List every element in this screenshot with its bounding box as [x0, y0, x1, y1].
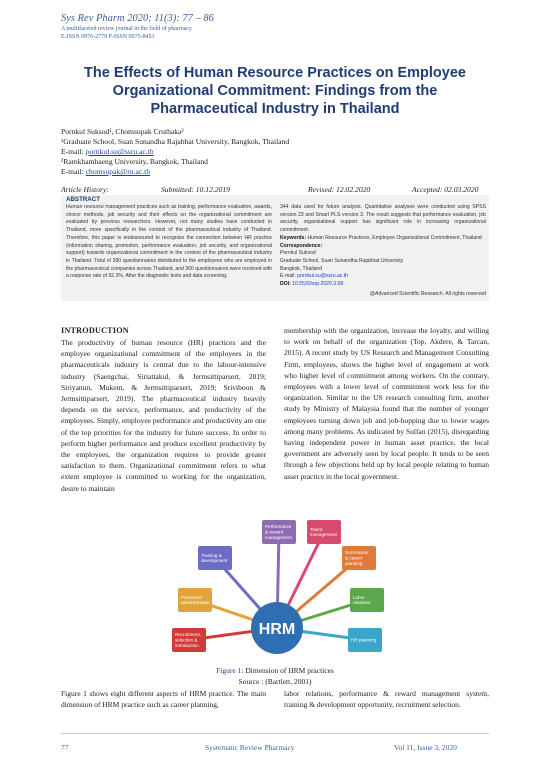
journal-issn: E-ISSN 0976-2779 P-ISSN 0975-8453 — [61, 34, 155, 40]
hrm-node-label: Labor relations — [353, 594, 371, 606]
hrm-node-label: Succession & career planning — [345, 550, 369, 566]
abstract-left-text: Human resource management practices such as training, performance evaluation, awards, choice methods, job security and their effects on the organizational commitment are evaluated by previous researchers. However, not many studies have conducted in Thailand, more specifically in the context of the pharmaceutical industry of Thailand. Therefore, this paper is endeavoured to recognize the connection between HR practice (information sharing, promotion, performance evaluation, job security, and organizational support) towards organizational commitment in the context of the pharmaceutical industry in Thailand. Total of 390 questionnaires distributed to the employees who are employed in the pharmaceutical companies across Thailand, and 360 questionnaires were received with a response rate of 92.3%. After the diagnostic tests and data screening, — [66, 204, 272, 280]
correspondence-city: Bangkok, Thailand — [280, 265, 323, 272]
footer-journal-name: Systematic Review Pharmacy — [205, 743, 295, 752]
hrm-node-label: Personnel administration — [181, 594, 210, 606]
email-label: E-mail: — [61, 147, 86, 156]
intro-right-column: membership with the organization, increase the loyalty, and willing to work on behalf of the organization (Top, Akdere, & Tarcan, 2015). A recent study by US Research and Management Consulting Firm, employees, shows the higher level of engagement at work who higher level of commitment among workers. On the contrary, employees with a lower level of commitment work less for the organization. Similar to the US research consulting firm, another study by Ministry of Malaysia found that the number of younger employees turning down job and job-hopping due to lower wages among many problems. As indicated by Sulfan (2015), disregarding having independent power in human asset practice, the local government are adversely seen by local people. It tends to be seen through a few objections held up by local people relating to human asset practice in the local government. — [284, 326, 489, 481]
history-label: Article History: — [61, 185, 109, 194]
correspondence-email-link[interactable]: pornkul.su@ssru.ac.th — [297, 273, 349, 280]
hrm-node — [262, 520, 296, 544]
hrm-node-label: Talent management — [310, 526, 337, 538]
keywords-line — [280, 235, 486, 243]
author-2-email-link[interactable]: chomsupak@ru.ac.th — [85, 167, 151, 176]
hrm-node-label: Training & development — [201, 552, 228, 564]
hrm-node — [198, 546, 232, 570]
author-list: Pornkul Suksod¹, Chomsupak Cruthaka² — [61, 127, 184, 136]
hrm-node — [178, 588, 212, 612]
hrm-node-label: Recruitment, selection & introduction — [175, 632, 202, 648]
hrm-node — [348, 628, 382, 652]
footer-divider — [61, 733, 489, 734]
hrm-center-label: HRM — [258, 621, 296, 638]
figure-caption-label: Figure 1: — [216, 666, 244, 675]
author-1-email-link[interactable]: pornkul.su@ssru.ac.th — [85, 147, 154, 156]
keywords-value: Human Resource Practices, Employee Organizational Commitment, Thailand — [306, 234, 482, 241]
hrm-node-label: Performance & reward management — [265, 524, 292, 540]
abstract-right-text: 344 data used for future analysis. Quantitative analyses were conducted using SPSS version 23 and Smart PLS version 3. The result suggests that performance evaluation, job security, organizational support has significant role in increasing organizational commitment. — [280, 204, 486, 234]
history-submitted: Submitted: 10.12.2019 — [161, 185, 230, 194]
hrm-node — [172, 628, 206, 652]
abstract-heading: ABSTRACT — [66, 196, 101, 203]
hrm-node — [307, 520, 341, 544]
figure-caption — [61, 666, 489, 675]
hrm-node — [350, 588, 384, 612]
copyright-notice: @Advanced Scientific Research. All rights reserved — [369, 291, 486, 297]
hrm-node-label: HR planning — [351, 637, 377, 643]
history-revised: Revised: 12.02.2020 — [308, 185, 371, 194]
intro-left-column: The productivity of human resource (HR) practices and the employee organizational commitment of the employees in the pharmaceuticals industry is central due to the labour-intensive industry (Saengchai, Siriattakul, & Jermsittiparsert, 2019; Siriyanun, Mukem, & Jermsittiparsert, 2019; Sriviboon & Jermsittiparsert, 2019). The pharmaceutical industry heavily depends on the service, performance, and productivity of the employees. Simply, employee performance and productivity are one of the top priorities for the industry for future success. In order to perform higher performance and produce excellent productivity by the employees, the organization requires to provide greater satisfaction to them. Organizational commitment refers to what extent employee is committed to working for the organization, desire to maintain — [61, 338, 266, 493]
figure-source: Source : (Bartlett, 2001) — [238, 677, 312, 686]
hrm-diagram — [170, 510, 385, 670]
correspondence-email-line: E-mail: pornkul.su@ssru.ac.th — [280, 273, 349, 280]
figure-caption-text: Dimension of HRM practices — [243, 666, 334, 675]
email-label: E-mail: — [61, 167, 86, 176]
after-figure-left: Figure 1 shows eight different aspects of HRM practice. The main dimension of HRM practice such as career planning, — [61, 689, 266, 710]
journal-citation: Sys Rev Pharm 2020; 11(3): 77 – 86 — [61, 13, 214, 24]
doi-label: DOI: — [280, 281, 291, 288]
affiliation-1: ¹Graduate School, Suan Sunandha Rajabhat University, Bangkok, Thailand — [61, 137, 290, 146]
history-accepted: Accepted: 02.03.2020 — [412, 185, 479, 194]
footer-volume: Vol 11, Issue 3, 2020 — [394, 743, 457, 752]
correspondence-affiliation: Graduate School, Suan Sunandha Rajabhat Univeristy — [280, 257, 404, 264]
correspondence-heading: Correspondence: — [280, 242, 323, 249]
hrm-node — [342, 546, 376, 570]
doi-link[interactable]: 10.5530/srp.2020.3.08 — [290, 281, 344, 288]
keywords-label: Keywords: — [280, 234, 307, 241]
affiliation-1-email-line — [61, 147, 154, 157]
journal-tagline: A multifaceted review journal in the field of pharmacy — [61, 26, 192, 32]
affiliation-2: ²Ramkhamhaeng University, Bangkok, Thailand — [61, 157, 208, 166]
affiliation-2-email-line — [61, 167, 150, 177]
after-figure-right: labor relations, performance & reward management system, training & development opportunity, recruitment selection. — [284, 689, 489, 710]
doi-line — [280, 281, 486, 289]
correspondence-name: Pornkul Suksod — [280, 250, 316, 257]
abstract-right-column — [280, 204, 486, 289]
paper-title: The Effects of Human Resource Practices on Employee Organizational Commitment: Findings from the Pharmaceutical Industry in Thailand — [84, 65, 466, 117]
section-heading-introduction: INTRODUCTION — [61, 326, 129, 335]
footer-page-number: 77 — [61, 743, 69, 752]
